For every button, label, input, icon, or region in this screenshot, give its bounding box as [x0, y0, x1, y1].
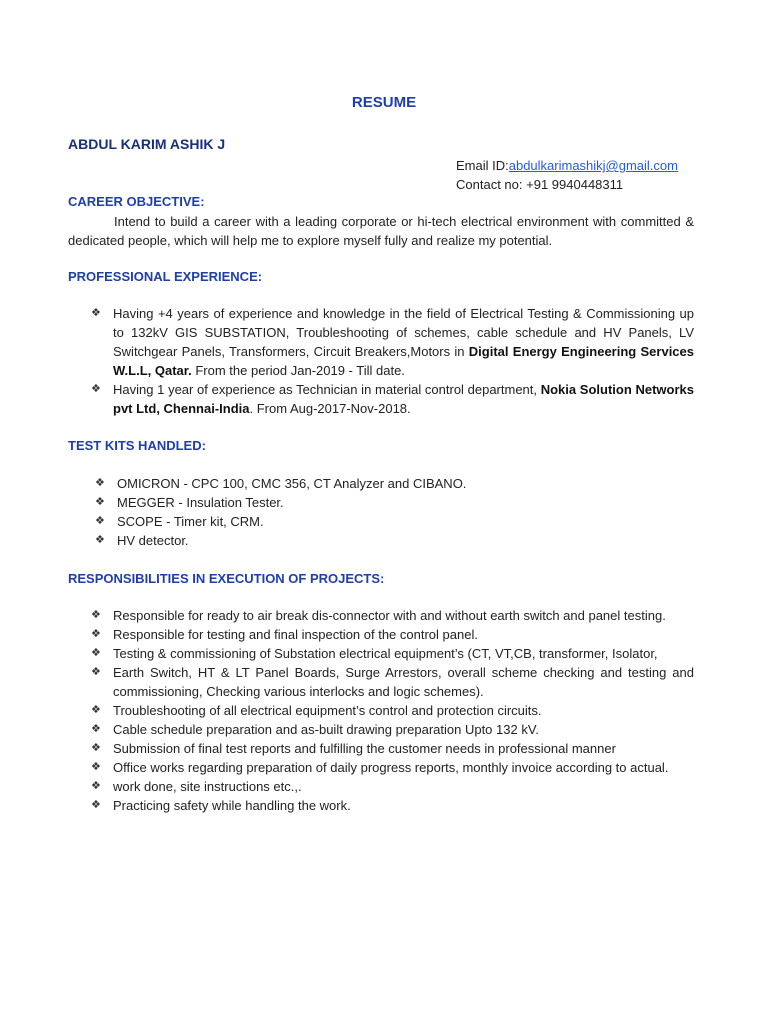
list-item — [91, 380, 694, 418]
responsibility-text: Testing & commissioning of Substation electrical equipment’s (CT, VT,CB, transformer, Isolator, — [113, 646, 658, 661]
bullet-diamond-icon: ❖ — [91, 742, 101, 754]
responsibilities-heading: RESPONSIBILITIES IN EXECUTION OF PROJECTS: — [68, 571, 385, 586]
bullet-diamond-icon: ❖ — [91, 609, 101, 621]
responsibilities-list — [91, 606, 694, 815]
list-item — [95, 531, 694, 550]
experience-period: From the period Jan-2019 - Till date. — [191, 363, 405, 378]
bullet-diamond-icon: ❖ — [95, 477, 105, 489]
bullet-diamond-icon: ❖ — [91, 307, 101, 319]
phone-line — [456, 175, 678, 194]
email-link[interactable]: abdulkarimashikj@gmail.com — [508, 158, 678, 173]
email-line — [456, 156, 678, 175]
phone-number: +91 9940448311 — [526, 177, 624, 192]
bullet-diamond-icon: ❖ — [91, 647, 101, 659]
experience-period: . From Aug-2017-Nov-2018. — [249, 401, 411, 416]
test-kit-text: SCOPE - Timer kit, CRM. — [117, 514, 264, 529]
responsibility-text: Cable schedule preparation and as-built drawing preparation Upto 132 kV. — [113, 722, 539, 737]
email-label: Email ID: — [456, 158, 509, 173]
document-title: RESUME — [351, 94, 417, 111]
responsibility-text: Responsible for testing and final inspection of the control panel. — [113, 627, 478, 642]
test-kits-heading: TEST KITS HANDLED: — [68, 438, 206, 453]
list-item — [91, 777, 694, 796]
responsibility-text: work done, site instructions etc.,. — [113, 779, 302, 794]
list-item — [91, 796, 694, 815]
responsibility-text: Submission of final test reports and fulfilling the customer needs in professional manner — [113, 741, 616, 756]
professional-experience-heading: PROFESSIONAL EXPERIENCE: — [68, 269, 263, 284]
list-item — [91, 606, 694, 625]
career-objective-body: Intend to build a career with a leading corporate or hi-tech electrical environment with committed & dedicated people, which will help me to explore myself fully and realize my potential. — [68, 214, 694, 248]
responsibility-text: Troubleshooting of all electrical equipment’s control and protection circuits. — [113, 703, 542, 718]
experience-list — [91, 304, 694, 418]
employer-name: Nokia Solution Networks pvt Ltd, Chennai-India — [113, 382, 694, 416]
test-kit-text: OMICRON - CPC 100, CMC 356, CT Analyzer and CIBANO. — [117, 476, 467, 491]
list-item — [91, 663, 694, 701]
experience-text: Having +4 years of experience and knowledge in the field of Electrical Testing & Commissioning up to 132kV GIS SUBSTATION, Troubleshooting of schemes, cable schedule and HV Panels, LV Switchgear Panels, Transformers, Circuit Breakers,Motors in — [113, 306, 694, 359]
test-kit-text: MEGGER - Insulation Tester. — [117, 495, 284, 510]
list-item — [95, 512, 694, 531]
experience-text: Having 1 year of experience as Technician in material control department, — [113, 382, 541, 397]
bullet-diamond-icon: ❖ — [91, 383, 101, 395]
career-objective-text — [68, 212, 694, 250]
list-item — [95, 493, 694, 512]
bullet-diamond-icon: ❖ — [91, 723, 101, 735]
bullet-diamond-icon: ❖ — [95, 515, 105, 527]
bullet-diamond-icon: ❖ — [95, 496, 105, 508]
bullet-diamond-icon: ❖ — [91, 628, 101, 640]
list-item — [91, 625, 694, 644]
responsibility-text: Earth Switch, HT & LT Panel Boards, Surge Arrestors, overall scheme checking and testing and commissioning, Checking various interlocks and logic schemes). — [113, 665, 694, 699]
contact-block — [456, 156, 678, 194]
test-kits-list — [95, 474, 694, 550]
candidate-name: ABDUL KARIM ASHIK J — [68, 136, 226, 152]
list-item — [91, 701, 694, 720]
employer-name: Digital Energy Engineering Services W.L.L, Qatar. — [113, 344, 694, 378]
list-item — [91, 758, 694, 777]
responsibility-text: Responsible for ready to air break dis-connector with and without earth switch and panel testing. — [113, 608, 666, 623]
bullet-diamond-icon: ❖ — [91, 799, 101, 811]
bullet-diamond-icon: ❖ — [91, 780, 101, 792]
bullet-diamond-icon: ❖ — [91, 761, 101, 773]
list-item — [91, 720, 694, 739]
bullet-diamond-icon: ❖ — [91, 666, 101, 678]
list-item — [91, 739, 694, 758]
list-item — [91, 304, 694, 380]
responsibility-text: Office works regarding preparation of daily progress reports, monthly invoice according to actual. — [113, 760, 669, 775]
test-kit-text: HV detector. — [117, 533, 189, 548]
responsibility-text: Practicing safety while handling the work. — [113, 798, 351, 813]
career-objective-heading: CAREER OBJECTIVE: — [68, 194, 205, 209]
list-item — [95, 474, 694, 493]
bullet-diamond-icon: ❖ — [95, 534, 105, 546]
phone-label: Contact no: — [456, 177, 523, 192]
bullet-diamond-icon: ❖ — [91, 704, 101, 716]
list-item — [91, 644, 694, 663]
